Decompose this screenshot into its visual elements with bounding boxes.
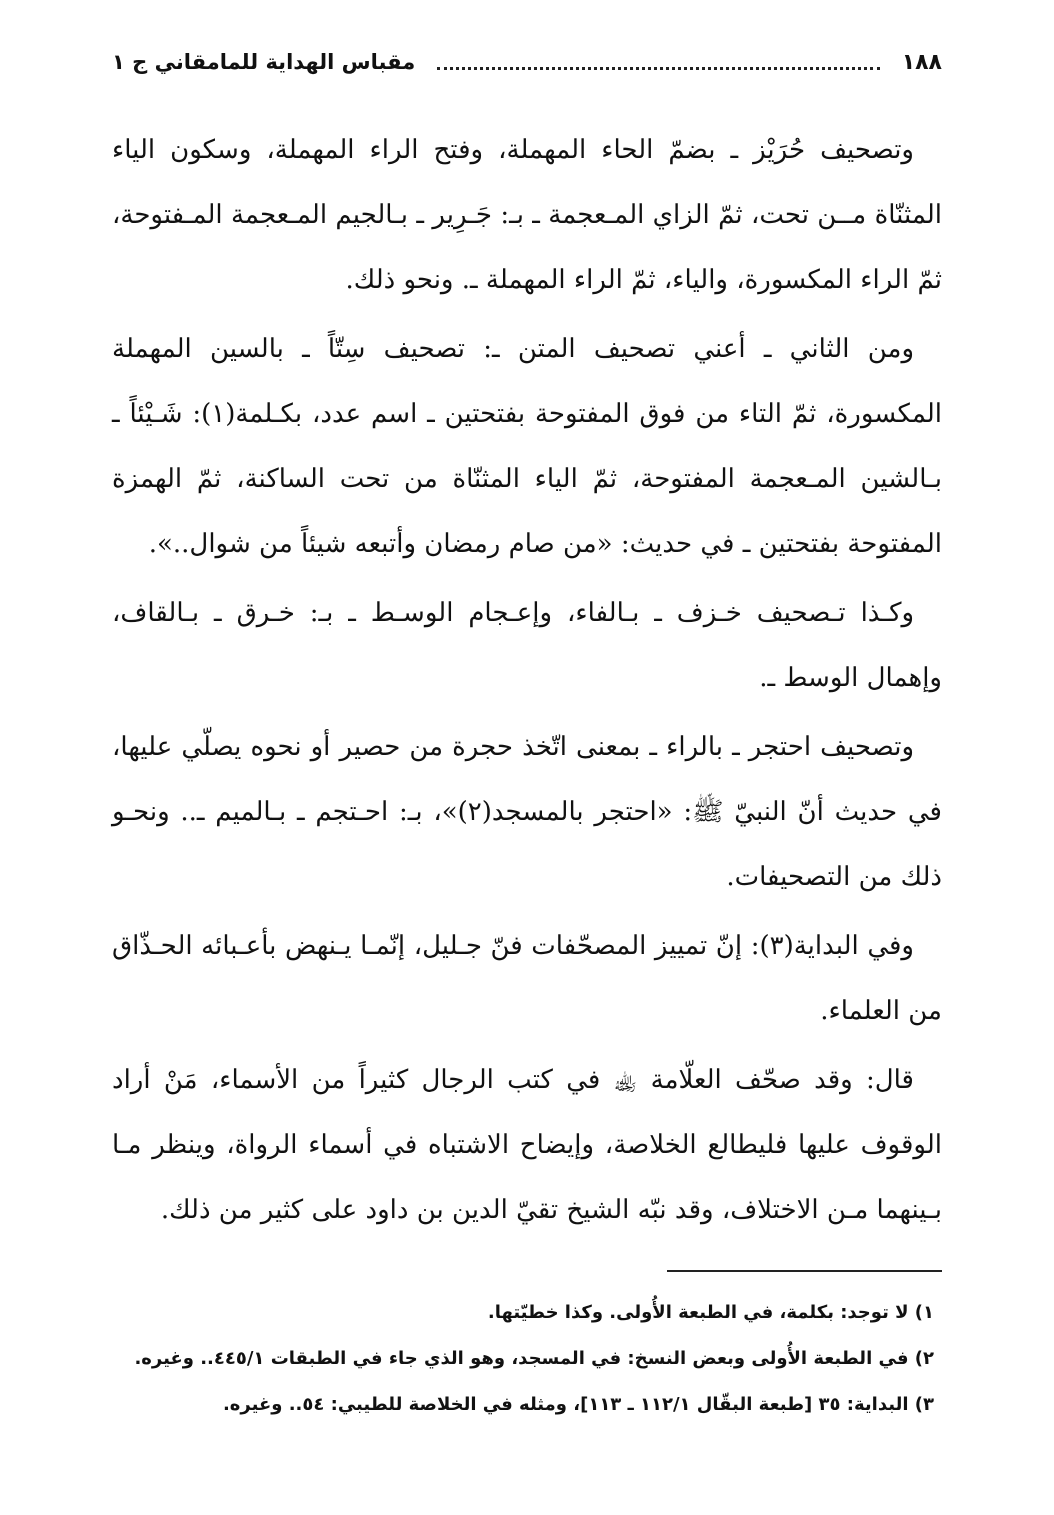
paragraph: وتصحيف احتجر ـ بالراء ـ بمعنى اتّخذ حجرة من حصير أو نحوه يصلّي عليها، في حديث أنّ النبيّ ﷺ: «احتجر بالمسجد(٢)»، بـ: احـتجم ـ بـالميم ـ.. ونحـو ذلك من التصحيفات. xyxy=(112,732,942,892)
page-header xyxy=(112,42,942,82)
paragraph: ومن الثاني ـ أعني تصحيف المتن ـ: تصحيف سِتّاً ـ بالسين المهملة المكسورة، ثمّ التاء من فوق المفتوحة بفتحتين ـ اسم عدد، بكـلمة(١): شَـيْئاً ـ بـالشين المـعجمة المفتوحة، ثمّ الياء المثنّاة من تحت الساكنة، ثمّ الهمزة المفتوحة بفتحتين ـ في حديث: «من صام رمضان وأتبعه شيئاً من شوال..». xyxy=(112,334,942,559)
footnotes xyxy=(112,1290,942,1428)
paragraph: وتصحيف حُرَيْز ـ بضمّ الحاء المهملة، وفتح الراء المهملة، وسكون الياء المثنّاة مــن تحت، ثمّ الزاي المـعجمة ـ بـ: جَـرِير ـ بـالجيم المـعجمة المـفتوحة، ثمّ الراء المكسورة، والياء، ثمّ الراء المهملة ـ. ونحو ذلك. xyxy=(112,135,942,295)
main-text xyxy=(112,118,942,1247)
running-title: مقباس الهداية للمامقاني ج ١ xyxy=(112,50,416,74)
paragraph: وكـذا تـصحيف خـزف ـ بـالفاء، وإعـجام الوسـط ـ بـ: خـرق ـ بـالقاف، وإهمال الوسط ـ. xyxy=(112,598,942,693)
paragraph: وفي البداية(٣): إنّ تمييز المصحّفات فنّ جـليل، إنّمـا يـنهض بأعـبائه الحـذّاق من العلماء. xyxy=(112,931,942,1026)
footnote: ٣) البداية: ٣٥ [طبعة البقّال ١١٢/١ ـ ١١٣]، ومثله في الخلاصة للطيبي: ٥٤.. وغيره. xyxy=(222,1394,934,1415)
page-number: ١٨٨ xyxy=(901,49,942,75)
paragraph: قال: وقد صحّف العلّامة ﵀ في كتب الرجال كثيراً من الأسماء، مَنْ أراد الوقوف عليها فليطالع الخلاصة، وإيضاح الاشتباه في أسماء الرواة، وينظر مـا بـينهما مـن الاختلاف، وقد نبّه الشيخ تقيّ الدين بن داود على كثير من ذلك. xyxy=(112,1065,942,1225)
footnote-separator xyxy=(667,1270,942,1272)
footnote: ١) لا توجد: بكلمة، في الطبعة الأُولى. وكذا خطيّتها. xyxy=(487,1302,934,1323)
footnote: ٢) في الطبعة الأُولى وبعض النسخ: في المسجد، وهو الذي جاء في الطبقات ٤٤٥/١.. وغيره. xyxy=(134,1348,934,1369)
header-dot-leader xyxy=(437,67,879,70)
